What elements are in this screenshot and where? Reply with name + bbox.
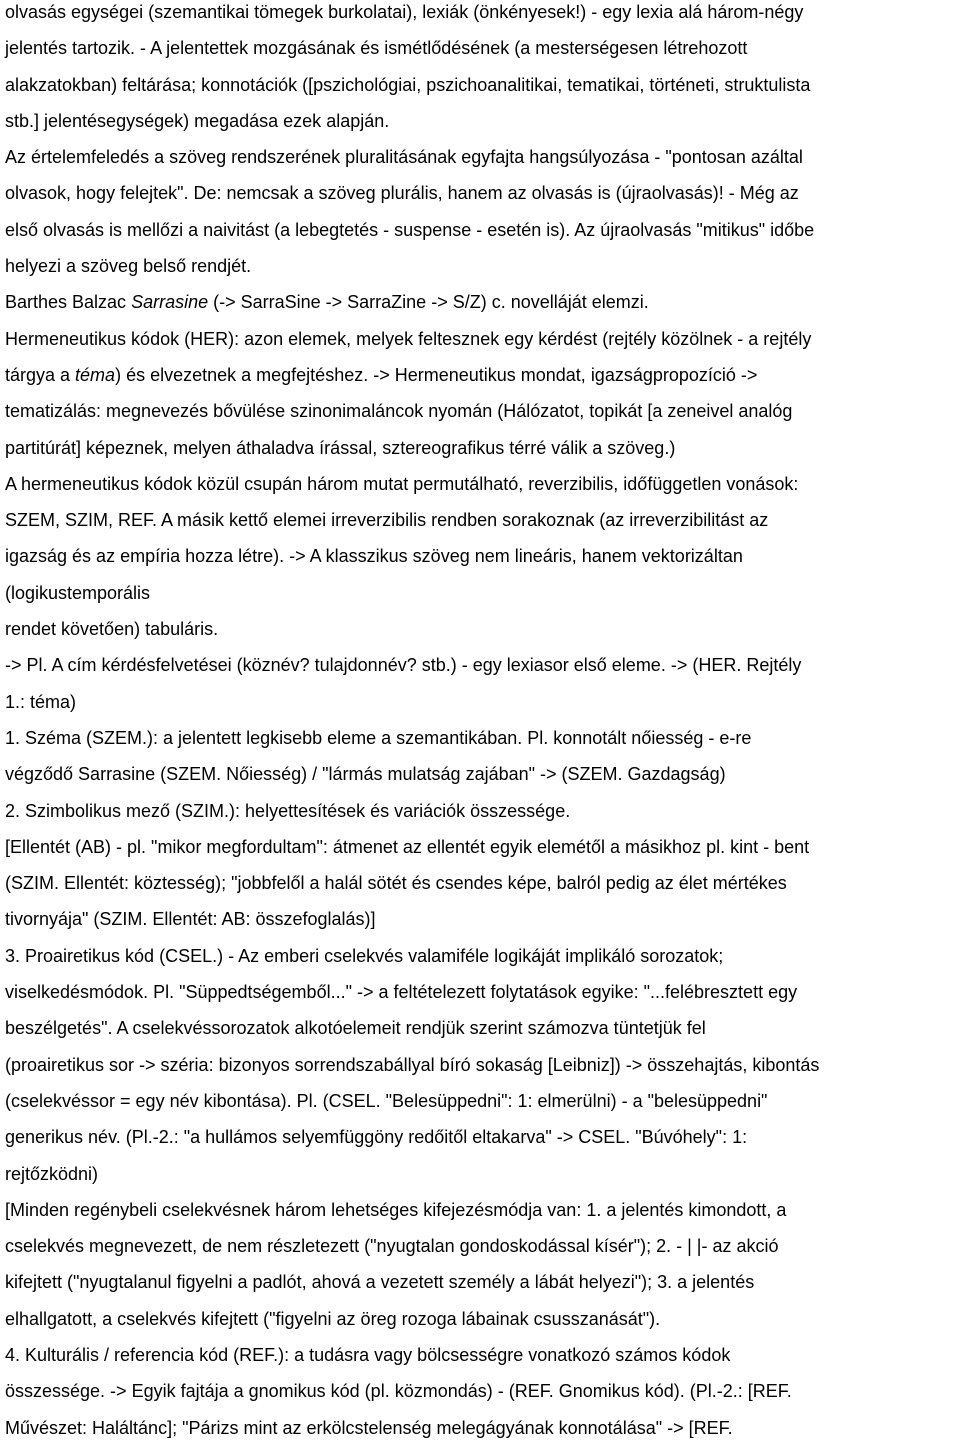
text-line: beszélgetés". A cselekvéssorozatok alkotóelemeit rendjük szerint számozva tüntetjük fel — [5, 1018, 706, 1039]
text-line: rejtőzködni) — [5, 1163, 99, 1184]
text-segment: (-> SarraSine -> SarraZine -> S/Z) c. novelláját elemzi. — [208, 292, 649, 313]
text-line: viselkedésmódok. Pl. "Süppedtségemből..." -> a feltételezett folytatások egyike: "...felébresztett egy — [5, 982, 798, 1003]
text-line: első olvasás is mellőzi a naivitást (a lebegtetés - suspense - esetén is). Az újraolvasás "mitikus" időbe — [5, 219, 815, 240]
text-line: stb.] jelentésegységek) megadása ezek alapján. — [5, 110, 390, 131]
text-line: 4. Kulturális / referencia kód (REF.): a tudásra vagy bölcsességre vonatkozó számos kódok — [5, 1344, 731, 1365]
text-line: összessége. -> Egyik fajtája a gnomikus kód (pl. közmondás) - (REF. Gnomikus kód). (Pl.-2.: [REF. — [5, 1381, 792, 1402]
text-line: tematizálás: megnevezés bővülése szinonimaláncok nyomán (Hálózatot, topikát [a zeneivel analóg — [5, 401, 793, 422]
text-segment: Barthes Balzac — [5, 292, 132, 313]
italic-title: Sarrasine — [131, 292, 209, 313]
text-line: Hermeneutikus kódok (HER): azon elemek, melyek feltesznek egy kérdést (rejtély közölnek - a rejtély — [5, 328, 812, 349]
text-line: A hermeneutikus kódok közül csupán három mutat permutálható, reverzibilis, időfüggetlen vonások: — [5, 473, 799, 494]
text-line: alakzatokban) feltárása; konnotációk ([pszichológiai, pszichoanalitikai, tematikai, történeti, struktulista — [5, 74, 811, 95]
italic-title: téma — [75, 364, 116, 385]
text-line: [Ellentét (AB) - pl. "mikor megfordultam": átmenet az ellentét egyik elemétől a másikhoz pl. kint - bent — [5, 836, 810, 857]
text-line: Az értelemfeledés a szöveg rendszerének pluralitásának egyfajta hangsúlyozása - "pontosan azáltal — [5, 147, 803, 168]
text-line: generikus név. (Pl.-2.: "a hullámos selyemfüggöny redőitől eltakarva" -> CSEL. "Búvóhely": 1: — [5, 1127, 748, 1148]
document-body — [5, 0, 960, 1446]
text-line: 2. Szimbolikus mező (SZIM.): helyettesítések és variációk összessége. — [5, 800, 571, 821]
text-line: helyezi a szöveg belső rendjét. — [5, 256, 252, 277]
text-line: -> Pl. A cím kérdésfelvetései (köznév? tulajdonnév? stb.) - egy lexiasor első eleme. -> (HER. Rejtély — [5, 655, 802, 676]
text-line: 3. Proairetikus kód (CSEL.) - Az emberi cselekvés valamiféle logikáját implikáló sorozatok; — [5, 945, 724, 966]
text-line: partitúrát] képeznek, melyen áthaladva írással, sztereografikus térré válik a szöveg.) — [5, 437, 676, 458]
text-line: cselekvés megnevezett, de nem részletezett ("nyugtalan gondoskodással kísér"); 2. - | |- az akció — [5, 1236, 779, 1257]
text-line: rendet követően) tabuláris. — [5, 619, 219, 640]
text-line: [Minden regénybeli cselekvésnek három lehetséges kifejezésmódja van: 1. a jelentés kimondott, a — [5, 1199, 787, 1220]
text-line: (cselekvéssor = egy név kibontása). Pl. (CSEL. "Belesüppedni": 1: elmerülni) - a "belesüppedni" — [5, 1090, 768, 1111]
text-line: 1. Széma (SZEM.): a jelentett legkisebb eleme a szemantikában. Pl. konnotált nőiesség - e-re — [5, 727, 752, 748]
text-line: (logikustemporális — [5, 582, 151, 603]
text-line: SZEM, SZIM, REF. A másik kettő elemei irreverzibilis rendben sorakoznak (az irreverzibilitást az — [5, 510, 769, 531]
text-line: tivornyája" (SZIM. Ellentét: AB: összefoglalás)] — [5, 909, 376, 930]
text-line: elhallgatott, a cselekvés kifejtett ("figyelni az öreg rozoga lábainak csusszanását"). — [5, 1308, 661, 1329]
text-line: (SZIM. Ellentét: köztesség); "jobbfelől a halál sötét és csendes képe, balról pedig az élet mértékes — [5, 873, 787, 894]
text-line: olvasok, hogy felejtek". De: nemcsak a szöveg plurális, hanem az olvasás is (újraolvasás)! - Még az — [5, 183, 799, 204]
text-line: igazság és az empíria hozza létre). -> A klasszikus szöveg nem lineáris, hanem vektorizáltan — [5, 546, 743, 567]
text-line: olvasás egységei (szemantikai tömegek burkolatai), lexiák (önkényesek!) - egy lexia alá három-négy — [5, 2, 804, 22]
text-segment: ) és elvezetnek a megfejtéshez. -> Hermeneutikus mondat, igazságpropozíció -> — [115, 364, 758, 385]
text-line — [5, 284, 960, 320]
text-line: 1.: téma) — [5, 691, 77, 712]
text-line: kifejtett ("nyugtalanul figyelni a padlót, ahová a vezetett személy a lábát helyezi"); 3. a jelentés — [5, 1272, 755, 1293]
text-line: (proairetikus sor -> széria: bizonyos sorrendszabállyal bíró sokaság [Leibniz]) -> összehajtás, kibontás — [5, 1054, 820, 1075]
text-line: jelentés tartozik. - A jelentettek mozgásának és ismétlődésének (a mesterségesen létrehozott — [5, 38, 748, 59]
text-line: Művészet: Haláltánc]; "Párizs mint az erkölcstelenség melegágyának konnotálása" -> [REF. — [5, 1417, 733, 1438]
text-line — [5, 357, 960, 393]
text-line: végződő Sarrasine (SZEM. Nőiesség) / "lármás mulatság zajában" -> (SZEM. Gazdagság) — [5, 764, 726, 785]
text-segment: tárgya a — [5, 364, 76, 385]
